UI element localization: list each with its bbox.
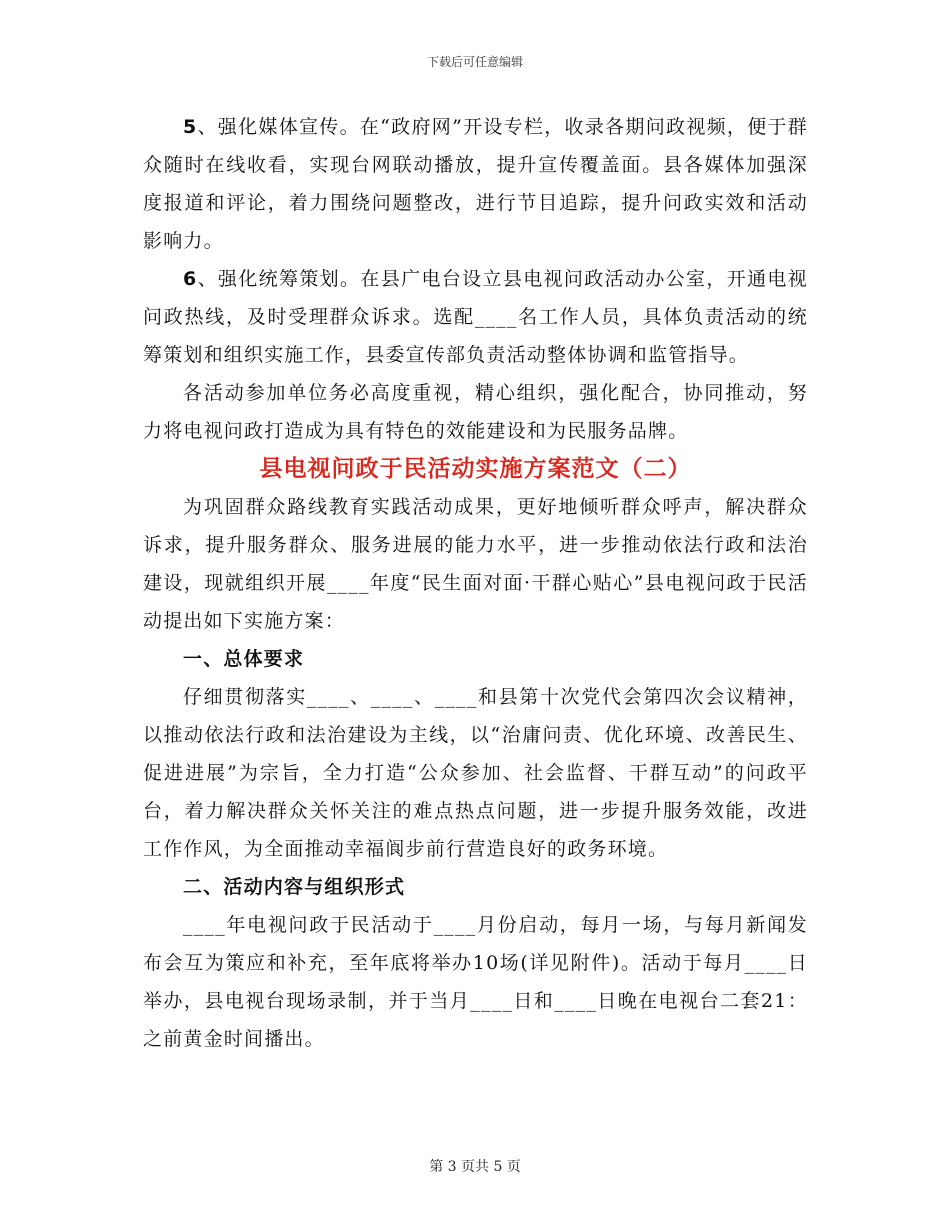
page-header: 下载后可任意编辑 [426, 55, 523, 69]
item-text: 、强化媒体宣传。在“政府网”开设专栏，收录各期问政视频，便于群众随时在线收看，实现台网联动播放，提升宣传覆盖面。县各媒体加强深度报道和评论，着力围绕问题整改，进行节目追踪，提升问政实效和活动影响力。 [143, 116, 808, 252]
intro-paragraph: 为巩固群众路线教育实践活动成果，更好地倾听群众呼声，解决群众诉求，提升服务群众、服务进展的能力水平，进一步推动依法行政和法治建设，现就组织开展____年度“民生面对面·干群心贴心”县电视问政于民活动提出如下实施方案： [143, 496, 808, 632]
item-number: 6 [183, 268, 198, 290]
paragraph-item-6 [143, 260, 808, 374]
page-footer: 第 3 页共 5 页 [429, 1159, 521, 1175]
item-number: 5 [183, 116, 198, 138]
paragraph-item-5 [143, 108, 808, 260]
activity-content-paragraph: ____年电视问政于民活动于____月份启动，每月一场，与每月新闻发布会互为策应和补充，至年底将举办10场(详见附件)。活动于每月____日举办，县电视台现场录制，并于当月____日和____日晚在电视台二套21：之前黄金时间播出。 [143, 914, 808, 1050]
section-title: 县电视问政于民活动实施方案范文（二） [259, 456, 692, 482]
closing-paragraph: 各活动参加单位务必高度重视，精心组织，强化配合，协同推动，努力将电视问政打造成为具有特色的效能建设和为民服务品牌。 [143, 382, 808, 442]
item-text: 、强化统筹策划。在县广电台设立县电视问政活动办公室，开通电视问政热线，及时受理群众诉求。选配____名工作人员，具体负责活动的统筹策划和组织实施工作，县委宣传部负责活动整体协调和监管指导。 [143, 268, 808, 366]
heading-general-requirements: 一、总体要求 [183, 648, 305, 670]
document-body [143, 108, 808, 1058]
general-requirements-paragraph: 仔细贯彻落实____、____、____和县第十次党代会第四次会议精神，以推动依法行政和法治建设为主线，以“治庸问责、优化环境、改善民生、促进进展”为宗旨，全力打造“公众参加、社会监督、干群互动”的问政平台，着力解决群众关怀关注的难点热点问题，进一步提升服务效能，改进工作作风，为全面推动幸福阆步前行营造良好的政务环境。 [143, 686, 808, 860]
heading-activity-content: 二、活动内容与组织形式 [183, 876, 406, 898]
